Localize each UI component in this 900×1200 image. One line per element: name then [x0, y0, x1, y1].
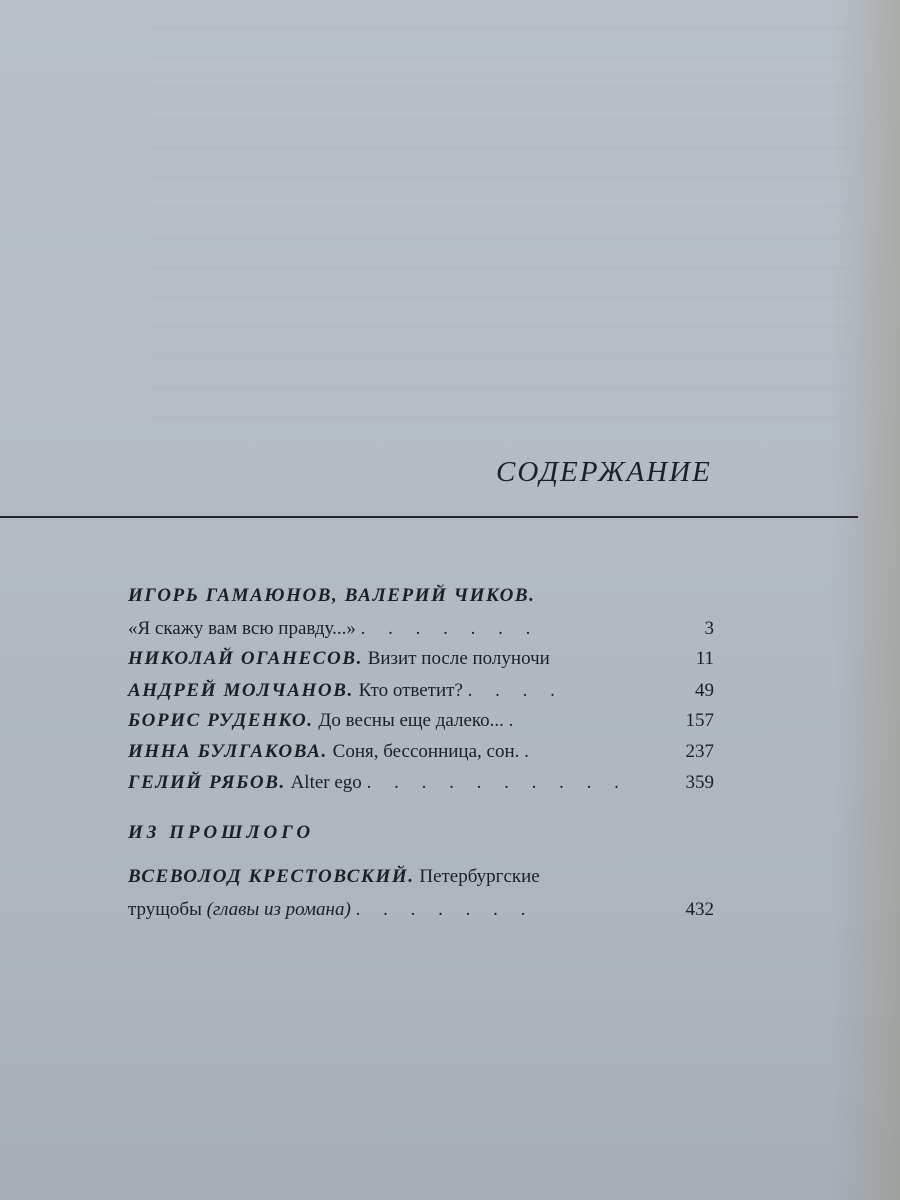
toc-entry	[128, 737, 714, 767]
entry-title: Кто ответит?	[358, 680, 463, 701]
entry-leader-dots: . . . . . . . . . .	[366, 772, 628, 793]
toc-entry-author-line	[128, 862, 714, 892]
entry-author: ИГОРЬ ГАМАЮНОВ, ВАЛЕРИЙ ЧИКОВ.	[128, 585, 536, 606]
entry-leader-dots: .	[508, 710, 523, 731]
contents-heading: СОДЕРЖАНИЕ	[496, 456, 712, 488]
entry-title: Соня, бессонница, сон.	[332, 741, 520, 762]
toc-entry	[128, 676, 714, 706]
toc-entry-author-line	[128, 581, 714, 611]
entry-page-number: 157	[685, 710, 714, 731]
entry-author: АНДРЕЙ МОЛЧАНОВ.	[128, 680, 354, 701]
toc-entry	[128, 895, 714, 925]
toc-entry	[128, 706, 714, 736]
toc-entry	[128, 614, 714, 644]
toc-entry	[128, 644, 714, 674]
entry-author: ГЕЛИЙ РЯБОВ.	[128, 772, 286, 793]
entry-note: (главы из романа)	[206, 899, 351, 920]
entry-title: До весны еще далеко...	[318, 710, 504, 731]
entry-leader-dots: . . . . . . .	[355, 899, 535, 920]
entry-title: Визит после полуночи	[367, 648, 550, 669]
entry-title-continued: трущобы	[128, 899, 202, 920]
section-heading: ИЗ ПРОШЛОГО	[128, 822, 315, 843]
entry-title: Alter ego	[290, 772, 362, 793]
entry-author: ИННА БУЛГАКОВА.	[128, 741, 328, 762]
toc-entry	[128, 768, 714, 798]
heading-rule	[0, 516, 858, 518]
entry-page-number: 432	[685, 899, 714, 920]
entry-author: ВСЕВОЛОД КРЕСТОВСКИЙ.	[128, 866, 415, 887]
entry-author: БОРИС РУДЕНКО.	[128, 710, 314, 731]
entry-leader-dots: .	[524, 741, 538, 762]
entry-leader-dots: . . . . . . .	[360, 618, 540, 639]
entry-leader-dots: . . . .	[467, 680, 564, 701]
page-edge-shadow	[830, 0, 900, 1200]
entry-title: Петербургские	[419, 866, 540, 887]
entry-page-number: 49	[695, 680, 714, 701]
show-through-text	[150, 0, 850, 430]
entry-page-number: 11	[695, 648, 714, 669]
entry-page-number: 359	[685, 772, 714, 793]
entry-page-number: 237	[685, 741, 714, 762]
entry-page-number: 3	[704, 618, 714, 639]
entry-title: «Я скажу вам всю правду...»	[128, 618, 356, 639]
entry-author: НИКОЛАЙ ОГАНЕСОВ.	[128, 648, 363, 669]
